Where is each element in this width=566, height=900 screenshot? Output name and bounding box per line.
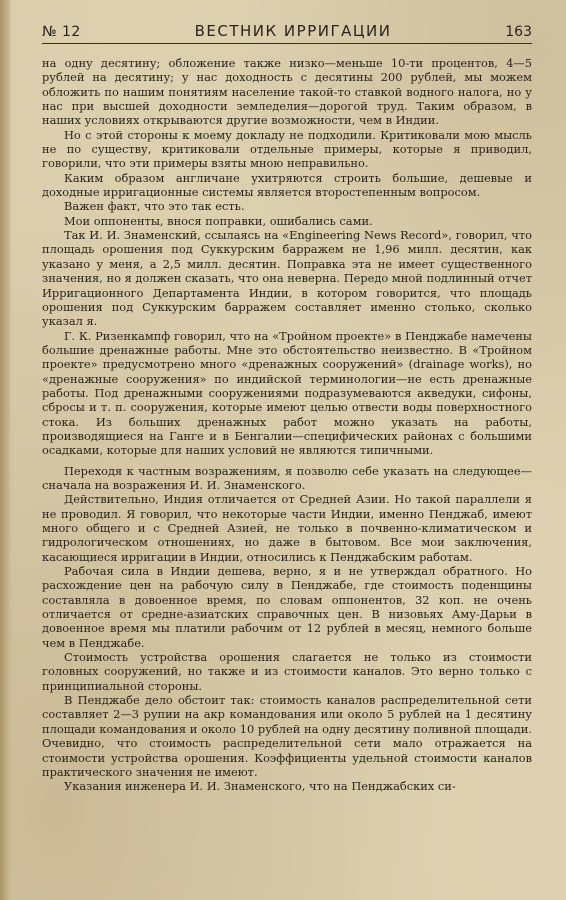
paragraph: Рабочая сила в Индии дешева, верно, я и не утверждал обратного. Но расхождение цен на рабочую силу в Пенджабе, где стоимость поденщины составляла в довоенное время, по словам оппонентов, 32 коп. не очень отличается от средне-азиатских справочных цен. В низовьях Аму-Дарьи в довоенное время мы платили рабочим от 12 рублей в месяц, немного больше чем в Пенджабе. — [42, 564, 532, 650]
paragraph: Г. К. Ризенкампф говорил, что на «Тройном проекте» в Пенджабе намечены большие дренажные работы. Мне это обстоятельство неизвестно. В «Тройном проекте» предусмотрено много «дренажных сооружений» (drainage works), но «дренажные сооружения» по индийской терминологии—не есть дренажные работы. Под дренажными сооружениями подразумеваются акведуки, сифоны, сбросы и т. п. сооружения, которые имеют целью отвести воды поверхностного стока. Из больших дренажных работ можно указать на работы, производящиеся на Ганге и в Бенгалии—специфических районах с большими осадками, которые для наших условий не являются типичными. — [42, 328, 532, 458]
body-text — [42, 56, 532, 794]
paragraph: Стоимость устройства орошения слагается не только из стоимости головных сооружений, но также и из стоимости каналов. Это верно только с принципиальной стороны. — [42, 650, 532, 693]
journal-title: ВЕСТНИК ИРРИГАЦИИ — [194, 22, 392, 40]
running-header — [42, 22, 532, 44]
binding-edge — [0, 0, 10, 900]
paragraph: Важен факт, что это так есть. — [64, 199, 245, 214]
page-number: 163 — [505, 24, 532, 40]
paragraph: Так И. И. Знаменский, ссылаясь на «Engineering News Record», говорил, что площадь орошения под Суккурским барражем не 1,96 милл. десятин, как указано у меня, а 2,5 милл. десятин. Поправка эта не имеет существенного значения, но я должен сказать, что она неверна. Передо мной подлинный отчет Ирригационного Департамента Индии, в котором говорится, что площадь орошения под Суккурским барражем составляет именно столько, сколько указал я. — [42, 228, 532, 329]
issue-number: № 12 — [42, 24, 81, 40]
paragraph: Переходя к частным возражениям, я позволю себе указать на следующее—сначала на возражения И. И. Знаменского. — [42, 463, 532, 492]
paragraph: Действительно, Индия отличается от Средней Азии. Но такой параллели я не проводил. Я говорил, что некоторые части Индии, именно Пенджаб, имеют много общего и с Средней Азией, не только в почвенно-климатическом и гидрологическом отношениях, но даже в бытовом. Все мои заключения, касающиеся ирригации в Индии, относились к Пенджабским работам. — [42, 492, 532, 564]
paragraph: Мои оппоненты, внося поправки, ошибались сами. — [64, 213, 373, 228]
paragraph: Указания инженера И. И. Знаменского, что на Пенджабских си- — [64, 779, 456, 794]
paragraph: В Пенджабе дело обстоит так: стоимость каналов распределительной сети составляет 2—3 рупии на акр командования или около 5 рублей на 1 десятину площади командования и около 10 рублей на одну десятину поливной площади. Очевидно, что стоимость распределительной сети мало отражается на стоимости устройства орошения. Коэффициенты удельной стоимости каналов практического значения не имеют. — [42, 693, 532, 779]
paragraph: на одну десятину; обложение также низко—меньше 10-ти процентов, 4—5 рублей на десятину; у нас доходность с десятины 200 рублей, мы можем обложить по нашим понятиям население такой-то ставкой водного налога, но у нас при высшей доходности земледелия—дорогой труд. Таким образом, в наших условиях открываются другие возможности, чем в Индии. — [42, 56, 532, 128]
paragraph: Но с этой стороны к моему докладу не подходили. Критиковали мою мысль не по существу, критиковали отдельные примеры, которые я приводил, говорили, что эти примеры взяты мною неправильно. — [42, 127, 532, 171]
paragraph: Каким образом англичане ухитряются строить большие, дешевые и доходные ирригационные системы является второстепенным вопросом. — [42, 170, 532, 200]
